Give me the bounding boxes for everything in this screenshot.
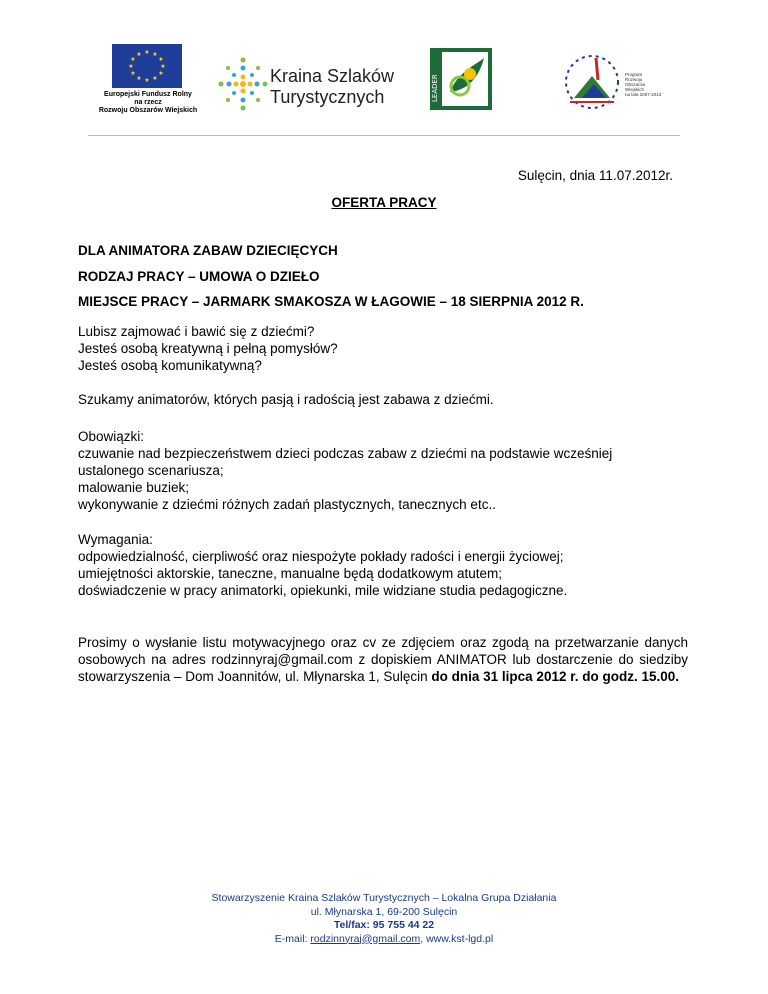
eu-caption-line: Europejski Fundusz Rolny xyxy=(104,91,192,98)
svg-text:★: ★ xyxy=(136,51,142,58)
kst-text-line: Kraina Szlaków xyxy=(270,66,395,86)
job-location-heading: MIEJSCE PRACY – JARMARK SMAKOSZA W ŁAGOWIE – 18 SIERPNIA 2012 R. xyxy=(78,294,584,309)
duty-line: wykonywanie z dziećmi różnych zadań plastycznych, tanecznych etc.. xyxy=(78,497,496,512)
footer xyxy=(0,892,768,946)
prow-emblem-icon xyxy=(560,54,624,110)
question-line: Jesteś osobą kreatywną i pełną pomysłów? xyxy=(78,341,338,356)
document-title: OFERTA PRACY xyxy=(331,195,437,210)
requirement-line: umiejętności aktorskie, taneczne, manualne będą dodatkowym atutem; xyxy=(78,566,502,581)
eu-caption-line: na rzecz xyxy=(134,99,162,106)
footer-email-label: E-mail: xyxy=(274,932,311,945)
svg-text:★: ★ xyxy=(144,49,150,56)
application-deadline: do dnia 31 lipca 2012 r. do godz. 15.00. xyxy=(431,669,679,684)
questions-block xyxy=(78,323,688,374)
footer-address: ul. Młynarska 1, 69-200 Sulęcin xyxy=(310,905,458,918)
kst-sun-icon xyxy=(218,54,268,114)
requirement-line: odpowiedzialność, cierpliwość oraz niespożyte pokłady radości i energii życiowej; xyxy=(78,549,564,564)
header-divider xyxy=(88,135,680,136)
duty-line: czuwanie nad bezpieczeństwem dzieci podczas zabaw z dziećmi na podstawie wcześniej xyxy=(78,446,613,461)
duty-line: malowanie buziek; xyxy=(78,480,190,495)
prow-logo-text xyxy=(625,72,669,97)
duties-label: Obowiązki: xyxy=(78,429,145,444)
job-type-heading: RODZAJ PRACY – UMOWA O DZIEŁO xyxy=(78,269,320,284)
application-text: Prosimy o wysłanie listu motywacyjnego oraz cv ze zdjęciem oraz zgodą na przetwarzanie danych osobowych na adres rodzinnyraj@gmail.com z dopiskiem ANIMATOR lub dostarczenie do siedziby stowarzyszenia – Dom Joannitów, ul. Młynarska 1, Sulęcin xyxy=(78,635,688,684)
footer-organization: Stowarzyszenie Kraina Szlaków Turystycznych – Lokalna Grupa Działania xyxy=(211,892,557,904)
footer-phone: Tel/fax: 95 755 44 22 xyxy=(333,919,435,931)
prow-logo xyxy=(560,54,670,110)
prow-text-line: na lata 2007-2013 xyxy=(625,92,662,97)
svg-text:★: ★ xyxy=(130,70,136,77)
svg-text:★: ★ xyxy=(130,56,136,63)
eu-fund-caption xyxy=(88,91,208,115)
requirements-block xyxy=(78,531,688,599)
search-statement: Szukamy animatorów, których pasją i radością jest zabawa z dziećmi. xyxy=(78,392,494,407)
footer-website: , www.kst-lgd.pl xyxy=(420,932,494,945)
prow-text-line: Program xyxy=(625,72,643,77)
eu-flag-logo xyxy=(112,44,182,88)
application-instructions xyxy=(78,634,688,685)
kraina-szlakow-logo xyxy=(218,54,398,114)
duty-line: ustalonego scenariusza; xyxy=(78,463,224,478)
svg-text:★: ★ xyxy=(158,70,164,77)
logo-strip xyxy=(0,38,768,118)
svg-text:★: ★ xyxy=(152,75,158,82)
svg-text:★: ★ xyxy=(160,63,166,70)
question-line: Lubisz zajmować i bawić się z dziećmi? xyxy=(78,324,315,339)
leader-logo xyxy=(430,48,492,110)
prow-text-line: Rozwoju xyxy=(625,77,643,82)
kst-logo-text xyxy=(270,66,394,108)
svg-text:★: ★ xyxy=(128,63,134,70)
job-heading: DLA ANIMATORA ZABAW DZIECIĘCYCH xyxy=(78,243,338,258)
requirement-line: doświadczenie w pracy animatorki, opiekunki, mile widziane studia pedagogiczne. xyxy=(78,583,568,598)
kst-text-line: Turystycznych xyxy=(270,87,385,107)
svg-text:★: ★ xyxy=(152,51,158,58)
question-line: Jesteś osobą komunikatywną? xyxy=(78,358,262,373)
duties-block xyxy=(78,428,688,513)
leader-logo-text: LEADER xyxy=(431,74,439,102)
requirements-label: Wymagania: xyxy=(78,532,153,547)
prow-text-line: Obszarów xyxy=(625,82,646,87)
footer-contact xyxy=(0,933,768,947)
svg-text:★: ★ xyxy=(144,77,150,84)
prow-text-line: Wiejskich xyxy=(625,87,645,92)
document-date: Sulęcin, dnia 11.07.2012r. xyxy=(517,168,673,183)
svg-text:★: ★ xyxy=(158,56,164,63)
footer-email-link[interactable]: rodzinnyraj@gmail.com xyxy=(310,932,421,945)
eu-caption-line: Rozwoju Obszarów Wiejskich xyxy=(98,107,198,114)
svg-text:★: ★ xyxy=(136,75,142,82)
